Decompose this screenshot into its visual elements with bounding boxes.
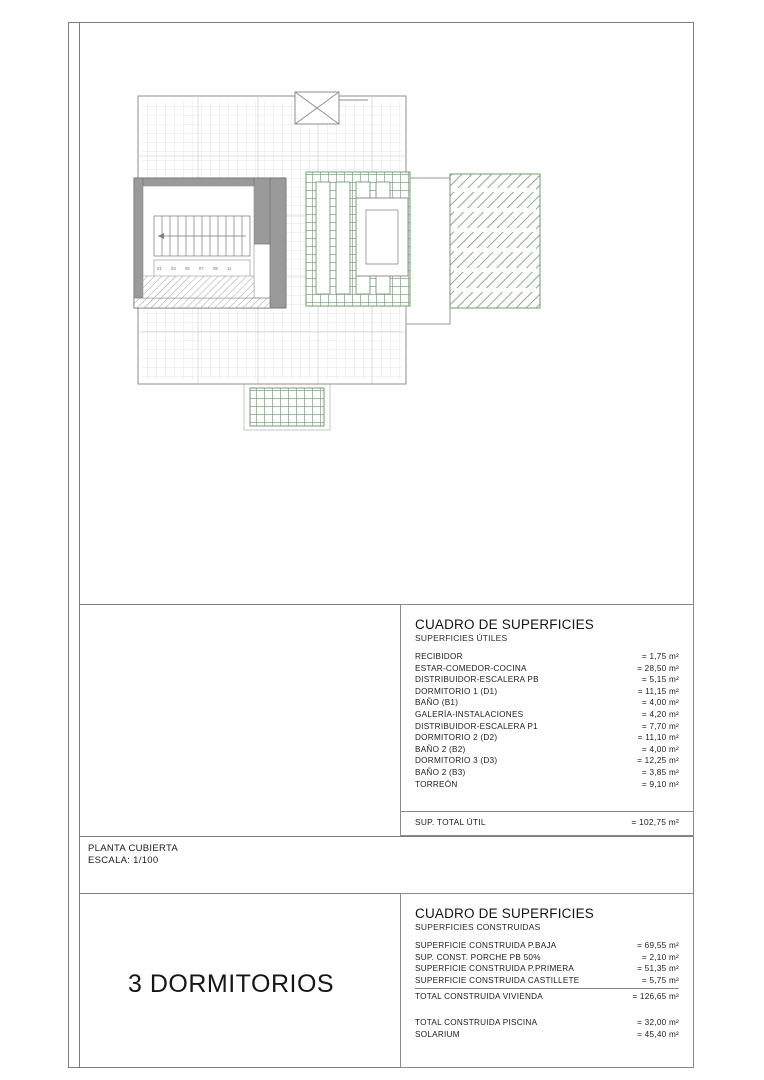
table-row — [415, 1029, 679, 1041]
total-value: = 126,65 m² — [632, 992, 679, 1002]
table-utiles-header — [401, 605, 693, 643]
total-value: = 102,75 m² — [631, 817, 679, 827]
total-row — [415, 988, 679, 1003]
row-value: = 5,15 m² — [641, 675, 679, 685]
row-value: = 32,00 m² — [637, 1017, 679, 1027]
table-utiles-total — [401, 811, 693, 827]
row-label: SOLARIUM — [415, 1029, 460, 1039]
table-row — [415, 686, 679, 698]
row-label: RECIBIDOR — [415, 652, 463, 661]
row-value: = 12,25 m² — [637, 756, 679, 766]
row-label: DISTRIBUIDOR-ESCALERA PB — [415, 675, 539, 685]
roof-plan-drawing — [120, 70, 590, 470]
svg-text:01: 01 — [157, 266, 162, 271]
divider-middle — [80, 836, 694, 837]
total-label: SUP. TOTAL ÚTIL — [415, 817, 486, 827]
row-value: = 4,00 m² — [641, 744, 679, 754]
table-superficies-utiles — [400, 604, 694, 836]
table-superficies-construidas — [400, 893, 694, 1068]
row-value: = 11,10 m² — [637, 733, 679, 743]
row-label: SUPERFICIE CONSTRUIDA CASTILLETE — [415, 975, 580, 985]
sheet-left-margin — [68, 22, 80, 1068]
row-value: = 28,50 m² — [637, 663, 679, 673]
row-label: BAÑO 2 (B2) — [415, 744, 466, 754]
row-value: = 4,00 m² — [641, 698, 679, 708]
row-label: ESTAR-COMEDOR-COCINA — [415, 663, 527, 673]
plan-caption — [88, 843, 178, 867]
row-label: TORREÓN — [415, 779, 458, 789]
row-label: BAÑO (B1) — [415, 698, 459, 708]
row-label: BAÑO 2 (B3) — [415, 767, 466, 777]
table-row — [415, 975, 679, 987]
svg-text:11: 11 — [227, 266, 232, 271]
table-row — [415, 732, 679, 744]
table-row — [415, 952, 679, 964]
row-label: GALERÍA-INSTALACIONES — [415, 709, 524, 719]
row-value: = 1,75 m² — [641, 652, 679, 661]
svg-text:05: 05 — [185, 266, 190, 271]
plan-caption-scale: ESCALA: 1/100 — [88, 855, 159, 866]
table-row — [415, 709, 679, 721]
row-label: DORMITORIO 3 (D3) — [415, 756, 498, 766]
total-label: TOTAL CONSTRUIDA VIVIENDA — [415, 992, 544, 1002]
row-label: SUPERFICIE CONSTRUIDA P.BAJA — [415, 941, 557, 950]
table-utiles-rows — [401, 651, 693, 790]
table-row — [415, 674, 679, 686]
table-utiles-title: CUADRO DE SUPERFICIES — [415, 617, 594, 632]
row-label: DORMITORIO 1 (D1) — [415, 686, 498, 696]
row-label: DORMITORIO 2 (D2) — [415, 733, 498, 743]
table-row — [415, 767, 679, 779]
svg-text:07: 07 — [199, 266, 204, 271]
table-row — [415, 755, 679, 767]
row-value: = 3,85 m² — [641, 767, 679, 777]
table-construidas-subtitle: SUPERFICIES CONSTRUIDAS — [415, 922, 541, 932]
row-value: = 9,10 m² — [641, 779, 679, 789]
svg-text:03: 03 — [171, 266, 176, 271]
svg-text:09: 09 — [213, 266, 218, 271]
row-label: TOTAL CONSTRUIDA PISCINA — [415, 1017, 538, 1027]
table-construidas-title: CUADRO DE SUPERFICIES — [415, 906, 594, 921]
row-value: = 69,55 m² — [637, 941, 679, 950]
plan-caption-name: PLANTA CUBIERTA — [88, 843, 179, 854]
row-label: DISTRIBUIDOR-ESCALERA P1 — [415, 721, 538, 731]
table-construidas-extra — [401, 1017, 693, 1040]
row-value: = 7,70 m² — [641, 721, 679, 731]
row-value: = 51,35 m² — [637, 964, 679, 974]
table-row — [415, 651, 679, 663]
table-row — [415, 940, 679, 952]
table-row — [415, 697, 679, 709]
row-value: = 5,75 m² — [641, 975, 679, 985]
row-value: = 2,10 m² — [641, 952, 679, 962]
row-value: = 11,15 m² — [637, 686, 679, 696]
row-label: SUP. CONST. PORCHE PB 50% — [415, 952, 541, 962]
table-construidas-total — [401, 988, 693, 1003]
row-value: = 45,40 m² — [637, 1029, 679, 1039]
row-label: SUPERFICIE CONSTRUIDA P.PRIMERA — [415, 964, 575, 974]
table-row — [415, 1017, 679, 1029]
table-construidas-header — [401, 894, 693, 932]
table-row — [415, 744, 679, 756]
table-row — [415, 963, 679, 975]
table-row — [415, 663, 679, 675]
row-value: = 4,20 m² — [641, 709, 679, 719]
table-construidas-rows — [401, 940, 693, 986]
table-row — [415, 721, 679, 733]
table-row — [415, 779, 679, 791]
page-title: 3 DORMITORIOS — [128, 970, 335, 998]
table-utiles-subtitle: SUPERFICIES ÚTILES — [415, 633, 508, 643]
